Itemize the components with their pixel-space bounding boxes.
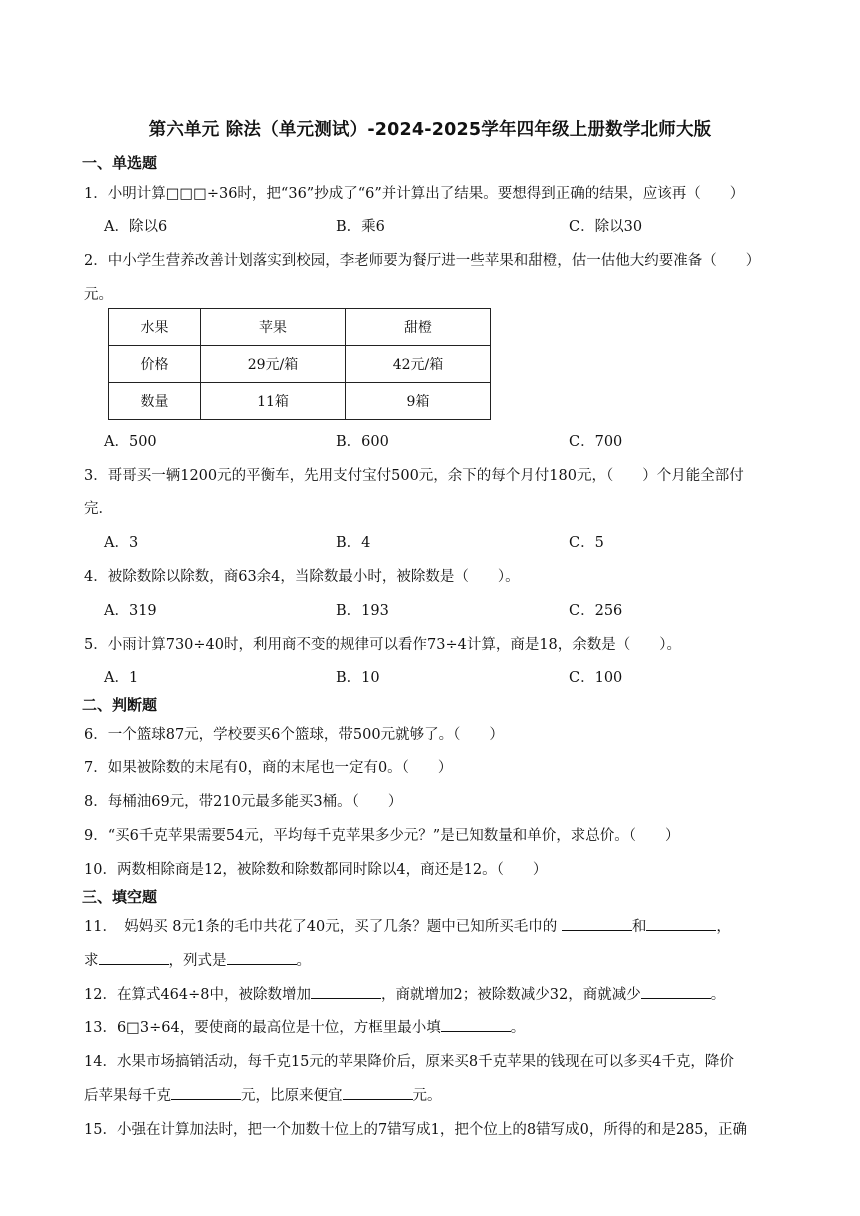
question-11-text: 11． 妈妈买 8元1条的毛巾共花了40元，买了几条？题中已知所买毛巾的 (84, 919, 562, 935)
question-10-text: 10．两数相除商是12，被除数和除数都同时除以4，商还是12。（ ） (84, 862, 548, 878)
question-13-text: 13．6□3÷64，要使商的最高位是十位，方框里最小填 (84, 1020, 441, 1036)
question-14-line2 (84, 1084, 442, 1105)
table-cell: 42元/箱 (346, 346, 491, 383)
answer-blank[interactable] (646, 916, 716, 931)
question-1-text: 1．小明计算□□□÷36时，把“36”抄成了“6”并计算出了结果。要想得到正确的结果，应该再（ ） (84, 186, 745, 202)
answer-blank[interactable] (562, 916, 632, 931)
question-11-text: 求 (84, 953, 99, 969)
section-heading-true-false: 二、判断题 (82, 696, 158, 714)
answer-blank[interactable] (343, 1085, 413, 1100)
section-heading-fill-blank: 三、填空题 (82, 888, 158, 906)
question-3-option-a: A．3 (104, 535, 139, 551)
question-14-line1: 14．水果市场搞销活动，每千克15元的苹果降价后，原来买8千克苹果的钱现在可以多买4千克，降价 (84, 1054, 734, 1070)
question-7-text: 7．如果被除数的末尾有0，商的末尾也一定有0。（ ） (84, 760, 453, 776)
question-1-option-a: A．除以6 (104, 219, 168, 235)
question-1-option-c: C．除以30 (569, 219, 643, 235)
price-table (108, 308, 491, 420)
answer-blank[interactable] (311, 984, 381, 999)
question-11-text: 。 (296, 953, 311, 969)
question-4-option-a: A．319 (104, 603, 157, 619)
question-5-option-b: B．10 (336, 670, 380, 686)
question-11-text: ，列式是 (168, 953, 227, 969)
table-row (109, 383, 491, 420)
question-14-text: 后苹果每千克 (84, 1088, 171, 1104)
question-11-line2 (84, 949, 311, 970)
question-13-line (84, 1016, 525, 1037)
table-row (109, 346, 491, 383)
question-9-text: 9．“买6千克苹果需要54元，平均每千克苹果多少元？”是已知数量和单价，求总价。（ ） (84, 828, 680, 844)
question-11-text: 和 (631, 919, 647, 935)
question-4-option-b: B．193 (336, 603, 389, 619)
question-5-text: 5．小雨计算730÷40时，利用商不变的规律可以看作73÷4计算，商是18，余数是（ ）。 (84, 637, 682, 653)
question-1-option-b: B．乘6 (336, 219, 385, 235)
section-heading-single-choice: 一、单选题 (82, 154, 158, 172)
answer-blank[interactable] (441, 1017, 511, 1032)
question-5-option-c: C．100 (569, 670, 623, 686)
question-3-option-b: B．4 (336, 535, 371, 551)
question-3-text-line1: 3．哥哥买一辆1200元的平衡车，先用支付宝付500元，余下的每个月付180元，（ ）个月能全部付 (84, 468, 744, 484)
table-cell: 苹果 (201, 309, 346, 346)
table-cell: 9箱 (346, 383, 491, 420)
answer-blank[interactable] (171, 1085, 241, 1100)
table-cell: 数量 (109, 383, 201, 420)
question-2-option-b: B．600 (336, 434, 389, 450)
table-cell: 11箱 (201, 383, 346, 420)
table-cell: 29元/箱 (201, 346, 346, 383)
table-cell: 价格 (109, 346, 201, 383)
question-15-line1: 15．小强在计算加法时，把一个加数十位上的7错写成1，把个位上的8错写成0，所得的和是285，正确 (84, 1122, 748, 1138)
question-14-text: 元。 (412, 1088, 442, 1104)
question-2-option-a: A．500 (104, 434, 157, 450)
answer-blank[interactable] (99, 950, 169, 965)
table-cell: 水果 (109, 309, 201, 346)
question-5-option-a: A．1 (104, 670, 139, 686)
question-3-option-c: C．5 (569, 535, 604, 551)
question-12-text: ，商就增加2；被除数减少32，商就减少 (381, 987, 641, 1003)
question-6-text: 6．一个篮球87元，学校要买6个篮球，带500元就够了。（ ） (84, 727, 504, 743)
question-12-text: 。 (710, 987, 726, 1003)
question-12-line (84, 983, 725, 1004)
page-title: 第六单元 除法（单元测试）-2024-2025学年四年级上册数学北师大版 (148, 120, 712, 140)
answer-blank[interactable] (641, 984, 711, 999)
question-4-option-c: C．256 (569, 603, 623, 619)
question-2-text-line1: 2．中小学生营养改善计划落实到校园，李老师要为餐厅进一些苹果和甜橙，估一估他大约要准备（ ） (84, 253, 761, 269)
question-13-text: 。 (510, 1020, 526, 1036)
question-2-text-line2: 元。 (84, 287, 113, 303)
question-2-option-c: C．700 (569, 434, 623, 450)
table-cell: 甜橙 (346, 309, 491, 346)
question-8-text: 8．每桶油69元，带210元最多能买3桶。（ ） (84, 794, 403, 810)
question-14-text: 元，比原来便宜 (241, 1088, 343, 1104)
question-11-text: ， (716, 919, 731, 935)
table-row (109, 309, 491, 346)
question-3-text-line2: 完． (84, 501, 113, 517)
question-12-text: 12．在算式464÷8中，被除数增加 (84, 987, 312, 1003)
answer-blank[interactable] (227, 950, 297, 965)
question-4-text: 4．被除数除以除数，商63余4，当除数最小时，被除数是（ ）。 (84, 569, 520, 585)
question-11-line1 (84, 915, 731, 936)
